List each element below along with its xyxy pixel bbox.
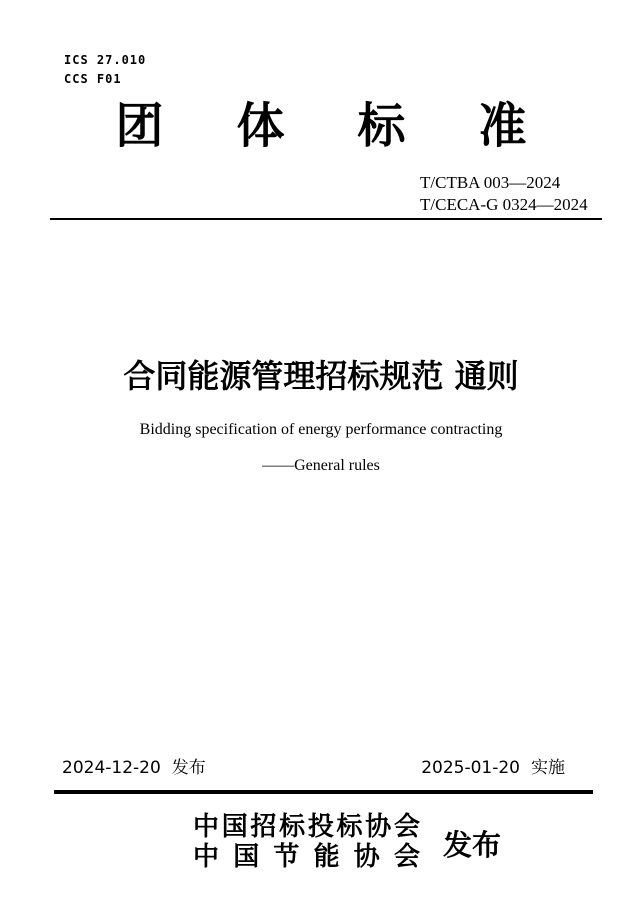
document-title-en: Bidding specification of energy performance contracting [139,421,503,438]
publisher-names [193,812,420,872]
standard-numbers [420,172,588,216]
document-subtitle-en: ——General rules [262,457,380,474]
ccs-code: CCS F01 [64,72,122,86]
document-title-zh: 合同能源管理招标规范 通则 [123,357,519,395]
standard-type-text: 团体标准 [115,98,600,154]
standard-type-heading [0,96,642,156]
classification-codes [64,51,146,89]
issue-date: 2024-12-20 [62,758,161,778]
standard-number-ceca: T/CECA-G 0324—2024 [420,195,588,214]
issue-date-label: 发布 [171,758,206,778]
header-divider-line [50,218,602,220]
implementation-date-label: 实施 [531,758,565,778]
standard-number-ctba: T/CTBA 003—2024 [420,173,561,192]
issue-date-row [62,757,206,779]
ics-code: ICS 27.010 [64,53,147,67]
implementation-date-row [421,757,565,779]
publish-label: 发布 [443,830,502,862]
publisher-energy-conservation-association: 中国节能协会 [193,842,420,871]
publisher-bidding-association: 中国招标投标协会 [193,812,420,841]
implementation-date: 2025-01-20 [421,758,520,778]
footer-divider-line [54,790,593,794]
